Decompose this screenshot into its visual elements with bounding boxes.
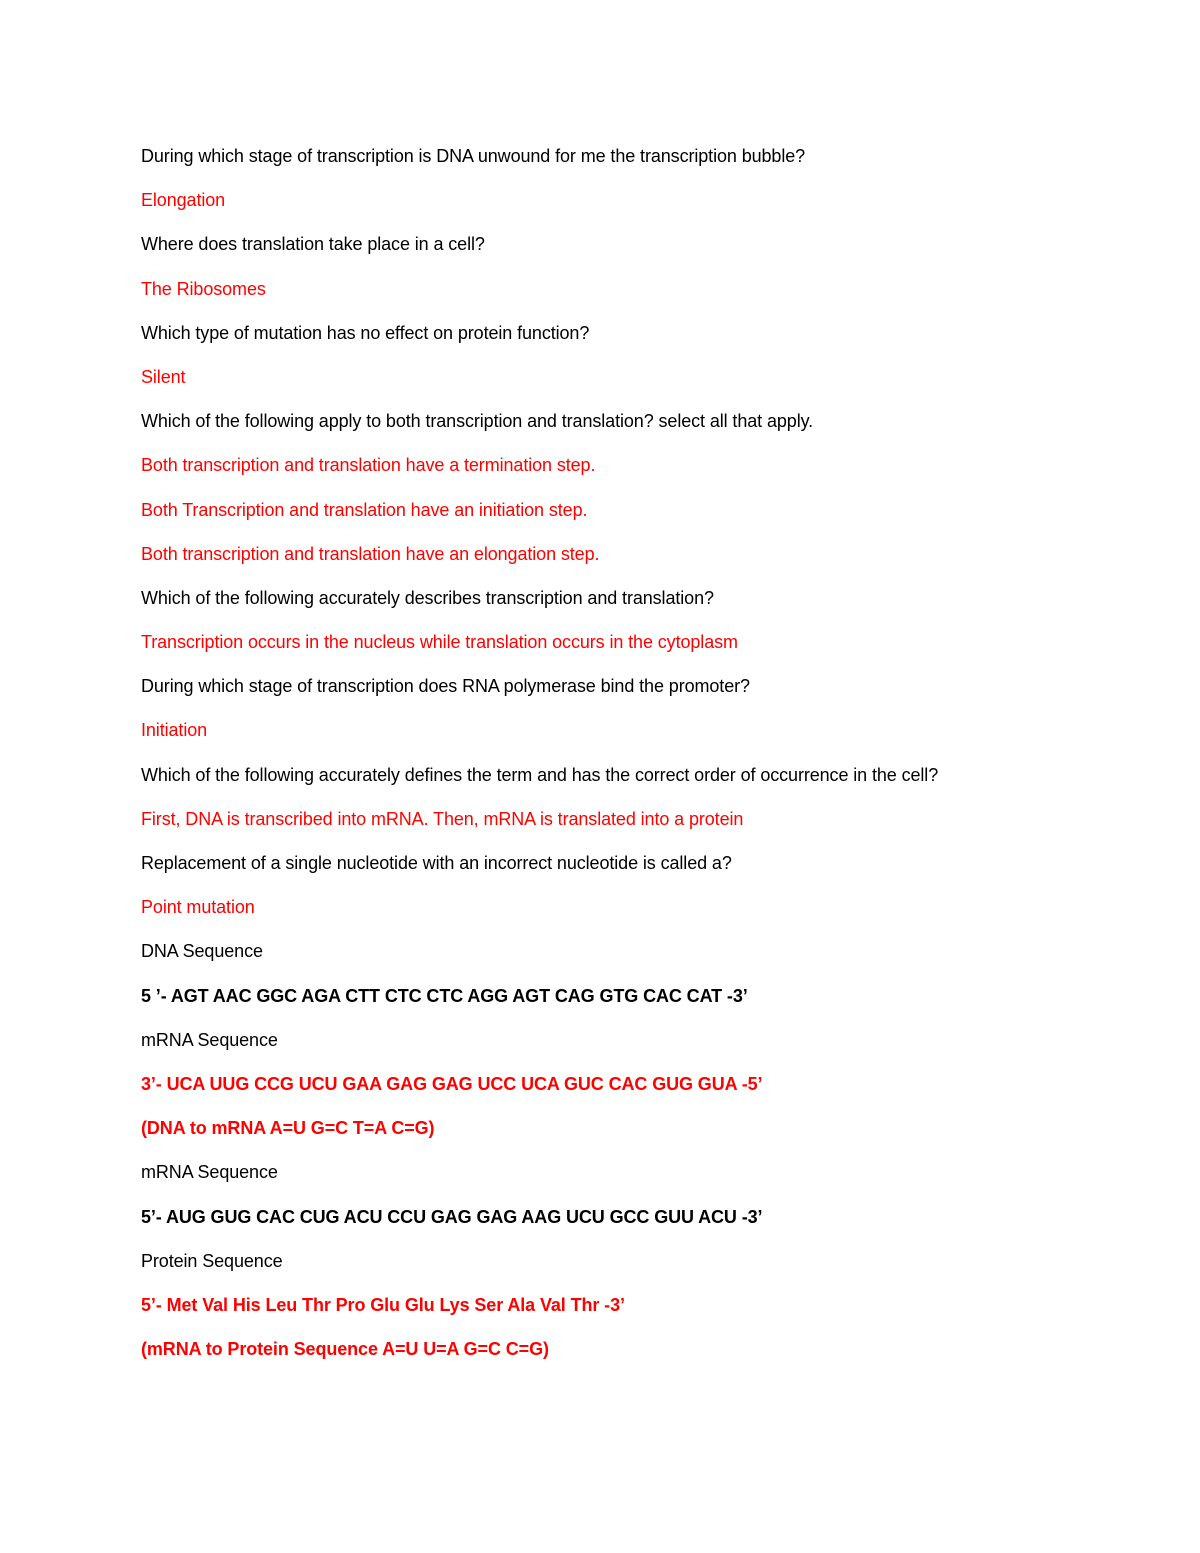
question-line: Where does translation take place in a cell? [141,234,485,255]
dna-sequence-label: DNA Sequence [141,941,263,962]
document-body [141,141,1101,1378]
question-line: Which of the following accurately defines the term and has the correct order of occurrence in the cell? [141,764,939,785]
answer-line: Initiation [141,720,208,741]
answer-line: First, DNA is transcribed into mRNA. Then, mRNA is translated into a protein [141,808,744,829]
protein-sequence-answer: 5’- Met Val His Leu Thr Pro Glu Glu Lys Ser Ala Val Thr -3’ [141,1294,625,1315]
answer-line: Both transcription and translation have a termination step. [141,455,596,476]
answer-line: Transcription occurs in the nucleus while translation occurs in the cytoplasm [141,632,738,653]
question-line: Replacement of a single nucleotide with an incorrect nucleotide is called a? [141,853,732,873]
answer-line: Silent [141,366,186,387]
question-line: Which of the following accurately describes transcription and translation? [141,587,714,608]
answer-line: Elongation [141,190,226,211]
mrna-sequence-label: mRNA Sequence [141,1029,278,1050]
answer-line: The Ribosomes [141,278,266,299]
dna-to-mrna-rule: (DNA to mRNA A=U G=C T=A C=G) [141,1118,435,1139]
mrna-sequence-label: mRNA Sequence [141,1162,278,1183]
question-line: Which type of mutation has no effect on protein function? [141,322,590,343]
question-line: During which stage of transcription does RNA polymerase bind the promoter? [141,676,750,697]
mrna-sequence: 5’- AUG GUG CAC CUG ACU CCU GAG GAG AAG UCU GCC GUU ACU -3’ [141,1206,763,1227]
protein-sequence-label: Protein Sequence [141,1250,283,1271]
question-line: Which of the following apply to both transcription and translation? select all that apply. [141,411,814,432]
mrna-sequence-answer: 3’- UCA UUG CCG UCU GAA GAG GAG UCC UCA GUC CAC GUG GUA -5’ [141,1073,763,1094]
mrna-to-protein-rule: (mRNA to Protein Sequence A=U U=A G=C C=G) [141,1339,549,1360]
answer-line: Point mutation [141,897,255,918]
dna-sequence: 5 ’- AGT AAC GGC AGA CTT CTC CTC AGG AGT CAG GTG CAC CAT -3’ [141,985,748,1006]
answer-line: Both transcription and translation have an elongation step. [141,543,600,564]
answer-line: Both Transcription and translation have an initiation step. [141,499,588,520]
question-line: During which stage of transcription is DNA unwound for me the transcription bubble? [141,146,806,166]
